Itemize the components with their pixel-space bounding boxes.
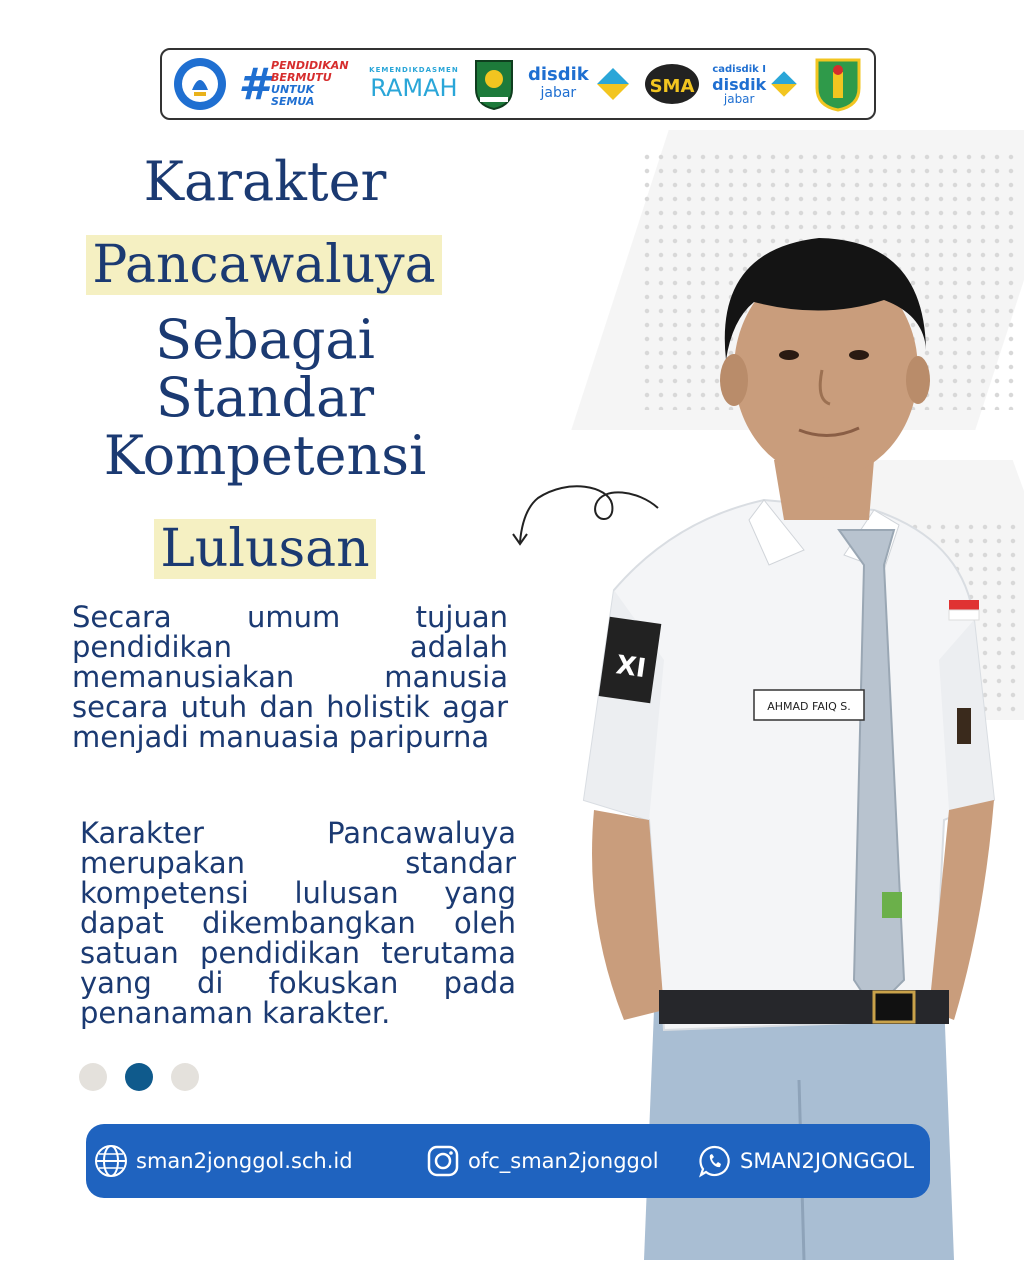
pagination-dot-1[interactable]	[79, 1063, 107, 1091]
pendidikan-bermutu-logo	[238, 54, 356, 114]
instagram-icon	[426, 1144, 460, 1178]
logo-text-line: UNTUK SEMUA	[271, 83, 315, 108]
pagination-dot-3[interactable]	[171, 1063, 199, 1091]
disdik-jabar-logo	[528, 54, 633, 114]
logo-bar	[160, 48, 876, 120]
whatsapp-text: SMAN2JONGGOL	[740, 1149, 915, 1173]
title-highlight-lulusan: Lulusan	[154, 519, 375, 579]
instagram-link[interactable]	[426, 1124, 659, 1198]
title-highlight-pancawaluya: Pancawaluya	[86, 235, 441, 295]
cadisdik-logo	[711, 54, 801, 114]
cadisdik-small-text: cadisdik I	[712, 63, 766, 75]
logo-text-line: PENDIDIKAN	[271, 59, 349, 72]
logo-text-line: BERMUTU	[271, 71, 332, 84]
whatsapp-icon	[698, 1144, 732, 1178]
ramah-logo	[367, 54, 461, 114]
disdik-text: disdik	[527, 64, 589, 85]
title-line-4: Standar	[155, 366, 375, 429]
title-line-5: Kompetensi	[103, 424, 427, 487]
paragraph-1: Secara umum tujuan pendidikan adalah memanusiakan manusia secara utuh dan holistik agar menjadi manuasia paripurna	[72, 600, 508, 754]
footer-bar	[86, 1124, 930, 1198]
jabar-crest-logo	[471, 54, 518, 114]
title-line-6	[70, 516, 460, 582]
pagination-dot-2[interactable]	[125, 1063, 153, 1091]
cadisdik-disdik-text: disdik	[712, 74, 767, 94]
website-link[interactable]	[94, 1124, 353, 1198]
title-line-3: Sebagai	[155, 308, 375, 371]
school-crest-logo	[811, 54, 864, 114]
title-line-1: Karakter	[143, 150, 387, 213]
ramah-small-text: KEMENDIKDASMEN	[369, 66, 459, 74]
globe-icon	[94, 1144, 128, 1178]
whatsapp-link[interactable]	[698, 1124, 914, 1198]
name-tag: AHMAD FAIQ S.	[767, 700, 851, 713]
sma-logo	[643, 54, 701, 114]
paragraph-2: Karakter Pancawaluya merupakan standar kompetensi lulusan yang dapat dikembangkan oleh satuan pendidikan terutama yang di fokuskan pada penanaman karakter.	[80, 816, 516, 1030]
hash-mark: #	[238, 58, 270, 110]
jabar-text: jabar	[540, 85, 577, 101]
cadisdik-jabar-text: jabar	[723, 91, 755, 106]
instagram-text: ofc_sman2jonggol	[468, 1149, 659, 1173]
sma-text: SMA	[649, 76, 695, 97]
ramah-text: RAMAH	[370, 74, 458, 102]
tut-wuri-logo	[172, 54, 228, 114]
title-line-2	[66, 232, 462, 298]
sleeve-badge: XI	[614, 650, 648, 685]
student-photo	[554, 220, 1024, 1260]
website-text: sman2jonggol.sch.id	[136, 1149, 353, 1173]
